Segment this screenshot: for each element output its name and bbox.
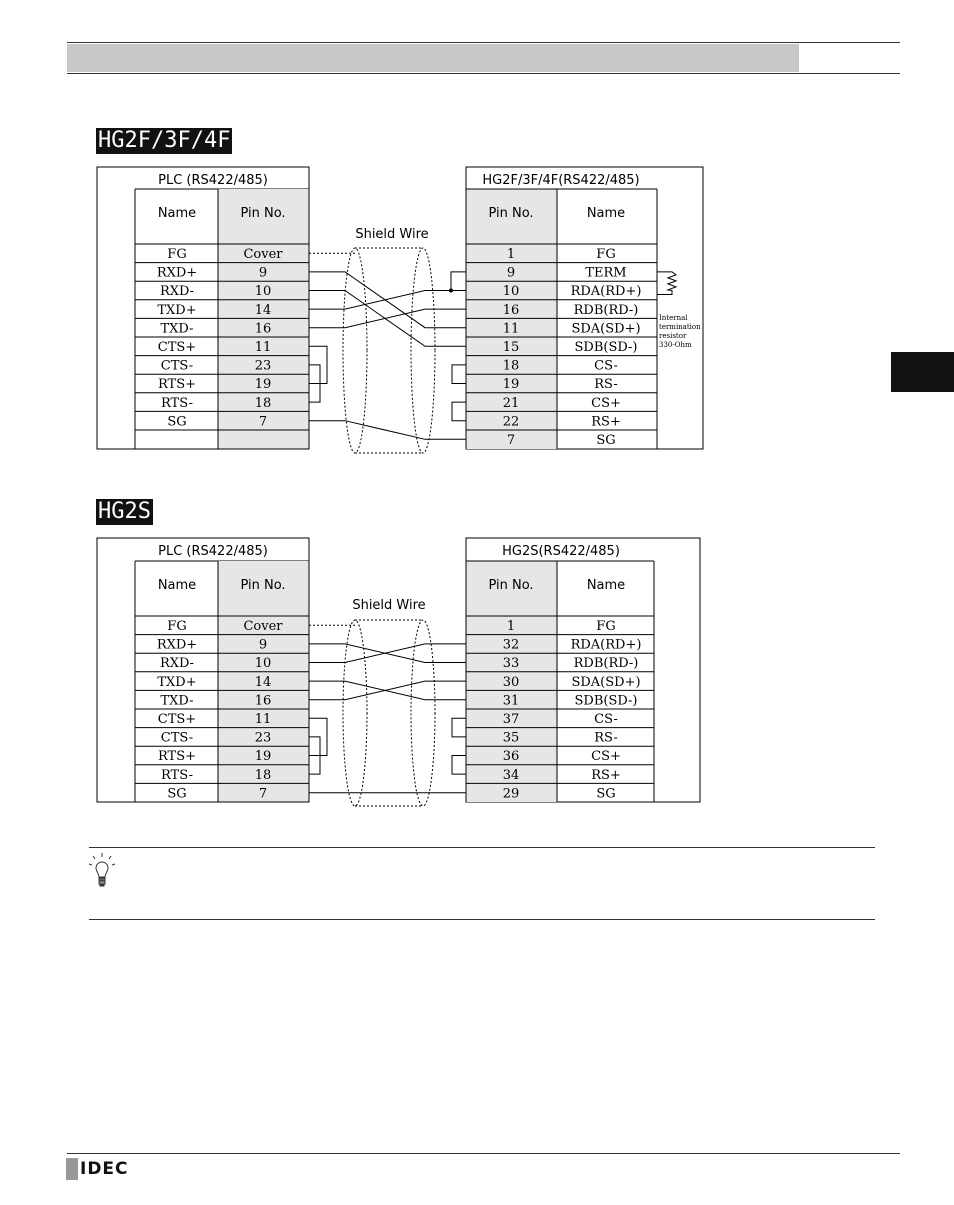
shield-ellipse-right bbox=[411, 620, 435, 806]
plc-pin-number: 7 bbox=[258, 786, 268, 802]
hg-pin-number: 37 bbox=[502, 712, 520, 727]
note-rule-top bbox=[89, 847, 875, 848]
section-tag-hg2f: HG2F/3F/4F bbox=[98, 128, 231, 153]
hg-pin-number: 16 bbox=[502, 302, 520, 318]
signal-wire bbox=[309, 644, 466, 663]
hg-loopback bbox=[452, 756, 466, 775]
logo-mark bbox=[66, 1158, 78, 1180]
plc-pin-number: 10 bbox=[254, 656, 272, 672]
hg-signal-name: RS+ bbox=[591, 767, 621, 783]
plc-col-pin: Pin No. bbox=[240, 206, 286, 221]
hg-pin-number: 19 bbox=[502, 377, 520, 393]
hg-signal-name: CS+ bbox=[591, 749, 621, 765]
signal-wire bbox=[309, 644, 466, 663]
hg-pin-number: 33 bbox=[502, 656, 520, 672]
note-rule-bottom bbox=[89, 919, 875, 920]
plc-col-name: Name bbox=[157, 206, 197, 221]
plc-signal-name: RXD- bbox=[159, 656, 195, 672]
resistor-note-line: 330-Ohm bbox=[659, 341, 692, 349]
hg-col-name: Name bbox=[586, 578, 626, 593]
plc-signal-name: RXD- bbox=[159, 284, 195, 300]
plc-pin-number: 18 bbox=[254, 395, 272, 411]
hg-signal-name: FG bbox=[596, 247, 616, 262]
plc-pin-number: 18 bbox=[254, 767, 272, 783]
plc-col-name: Name bbox=[157, 578, 197, 593]
hg-signal-name: RS- bbox=[594, 730, 618, 746]
hg-signal-name: SG bbox=[596, 433, 616, 448]
plc-pin-number: 16 bbox=[254, 693, 272, 709]
hg-pin-number: 15 bbox=[502, 340, 520, 355]
plc-pin-number: Cover bbox=[243, 619, 283, 634]
hg-pin-number: 35 bbox=[502, 730, 520, 746]
plc-pin-number: 14 bbox=[254, 302, 272, 318]
hg-pin-number: 7 bbox=[506, 433, 516, 448]
hg-signal-name: SDB(SD-) bbox=[574, 693, 638, 709]
plc-pin-number: Cover bbox=[243, 247, 283, 262]
hg-loopback bbox=[452, 718, 466, 737]
resistor-note-line: Internal bbox=[659, 314, 688, 322]
hg-pin-number: 22 bbox=[502, 414, 520, 430]
hg-pin-number: 11 bbox=[502, 321, 520, 337]
hg-signal-name: SDA(SD+) bbox=[571, 674, 641, 690]
hg-signal-name: CS- bbox=[594, 358, 618, 374]
hg-signal-name: RS+ bbox=[591, 414, 621, 430]
hg-signal-name: FG bbox=[596, 619, 616, 634]
hg-pin-number: 36 bbox=[502, 749, 520, 765]
hg-signal-name: SG bbox=[596, 786, 616, 802]
hg-signal-name: SDB(SD-) bbox=[574, 340, 638, 355]
hg-signal-name: RS- bbox=[594, 377, 618, 393]
hg-pin-number: 21 bbox=[502, 395, 520, 411]
plc-pin-number: 19 bbox=[254, 749, 272, 765]
hg-signal-name: CS- bbox=[594, 712, 618, 727]
shield-wire-label: Shield Wire bbox=[352, 598, 426, 613]
hg-pin-number: 1 bbox=[506, 247, 516, 262]
plc-title: PLC (RS422/485) bbox=[158, 173, 268, 188]
plc-signal-name: SG bbox=[167, 786, 187, 802]
hg-pin-number: 31 bbox=[502, 693, 520, 709]
footer-rule bbox=[67, 1153, 900, 1154]
signal-wire bbox=[309, 681, 466, 700]
hg-pin-number: 29 bbox=[502, 786, 520, 802]
plc-pin-number: 19 bbox=[254, 377, 272, 393]
hg-pin-number: 1 bbox=[506, 619, 516, 634]
hg-signal-name: RDB(RD-) bbox=[573, 302, 639, 318]
plc-signal-name: CTS+ bbox=[157, 712, 197, 727]
plc-pin-number: 9 bbox=[258, 265, 268, 281]
resistor-note-line: termination bbox=[659, 323, 701, 331]
section-tag-hg2s: HG2S bbox=[98, 499, 151, 524]
plc-pin-number: 23 bbox=[254, 358, 272, 374]
resistor-note-line: resistor bbox=[659, 332, 687, 340]
plc-signal-name: CTS- bbox=[160, 730, 194, 746]
plc-pin-number: 23 bbox=[254, 730, 272, 746]
plc-signal-name: TXD- bbox=[160, 693, 194, 709]
hg-col-name: Name bbox=[586, 206, 626, 221]
plc-signal-name: RXD+ bbox=[156, 637, 198, 653]
plc-pin-number: 10 bbox=[254, 284, 272, 300]
plc-signal-name: RTS- bbox=[160, 767, 194, 783]
hg-title: HG2F/3F/4F(RS422/485) bbox=[482, 173, 640, 188]
hg-title: HG2S(RS422/485) bbox=[502, 544, 620, 559]
idec-logo bbox=[66, 1158, 129, 1180]
lightbulb-icon bbox=[88, 852, 116, 896]
hg-signal-name: TERM bbox=[585, 265, 627, 281]
plc-col-pin: Pin No. bbox=[240, 578, 286, 593]
plc-pin-number: 11 bbox=[254, 340, 272, 355]
hg-pin-number: 32 bbox=[502, 637, 520, 653]
hg-pin-number: 18 bbox=[502, 358, 520, 374]
plc-pin-number: 16 bbox=[254, 321, 272, 337]
signal-wire bbox=[309, 681, 466, 700]
plc-signal-name: RTS- bbox=[160, 395, 194, 411]
plc-signal-name: TXD+ bbox=[157, 302, 197, 318]
plc-signal-name: TXD- bbox=[160, 321, 194, 337]
hg-signal-name: CS+ bbox=[591, 395, 621, 411]
hg-signal-name: SDA(SD+) bbox=[571, 321, 641, 337]
hg-pin-number: 9 bbox=[506, 265, 516, 281]
plc-signal-name: RTS+ bbox=[157, 749, 197, 765]
hg-pin-number: 10 bbox=[502, 284, 520, 300]
hg-pin-number: 34 bbox=[502, 767, 520, 783]
plc-signal-name: CTS- bbox=[160, 358, 194, 374]
plc-pin-number: 7 bbox=[258, 414, 268, 430]
plc-signal-name: SG bbox=[167, 414, 187, 430]
plc-signal-name: FG bbox=[167, 247, 187, 262]
plc-title: PLC (RS422/485) bbox=[158, 544, 268, 559]
hg-col-pin: Pin No. bbox=[488, 206, 534, 221]
hg-signal-name: RDA(RD+) bbox=[570, 284, 642, 300]
hg-col-pin: Pin No. bbox=[488, 578, 534, 593]
plc-pin-number: 14 bbox=[254, 674, 272, 690]
logo-text: IDEC bbox=[80, 1159, 129, 1179]
plc-pin-number: 9 bbox=[258, 637, 268, 653]
hg-signal-name: RDA(RD+) bbox=[570, 637, 642, 653]
plc-signal-name: FG bbox=[167, 619, 187, 634]
plc-signal-name: CTS+ bbox=[157, 340, 197, 355]
plc-signal-name: RXD+ bbox=[156, 265, 198, 281]
plc-signal-name: RTS+ bbox=[157, 377, 197, 393]
shield-wire-label: Shield Wire bbox=[355, 227, 429, 242]
plc-signal-name: TXD+ bbox=[157, 674, 197, 690]
plc-pin-number: 11 bbox=[254, 712, 272, 727]
hg-pin-number: 30 bbox=[502, 674, 520, 690]
hg-signal-name: RDB(RD-) bbox=[573, 656, 639, 672]
